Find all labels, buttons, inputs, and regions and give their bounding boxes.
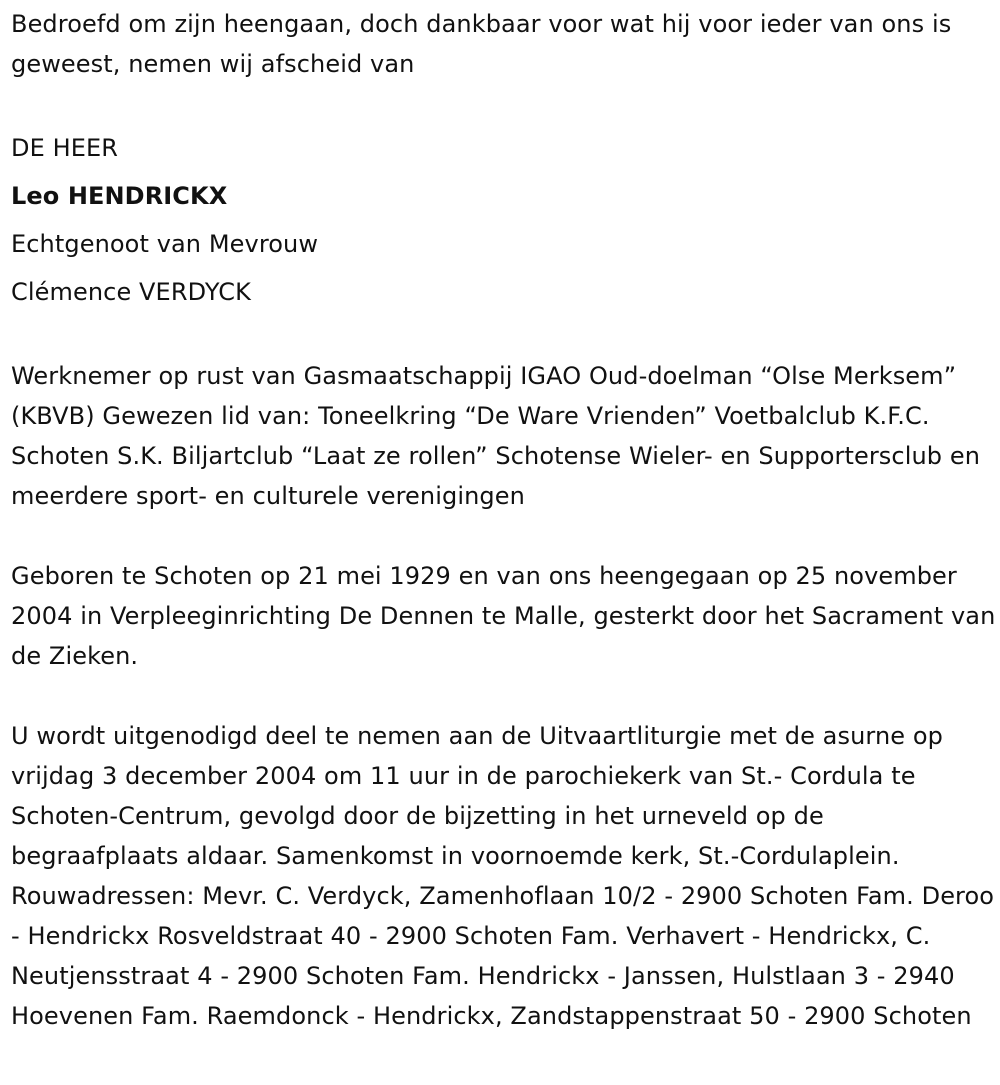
spacer [11, 516, 996, 556]
salutation: DE HEER [11, 134, 119, 162]
intro-paragraph: Bedroefd om zijn heengaan, doch dankbaar voor wat hij voor ieder van ons is geweest, nemen wij afscheid van [11, 10, 952, 78]
career-paragraph: Werknemer op rust van Gasmaatschappij IGAO Oud-doelman “Olse Merksem” (KBVB) Gewezen lid van: Toneelkring “De Ware Vrienden” Voetbalclub K.F.C. Schoten S.K. Biljartclub “Laat ze rollen” Schotense Wieler- en Supportersclub en meerdere sport- en culturele verenigingen [11, 362, 981, 510]
spacer [11, 84, 996, 124]
obituary-notice [11, 4, 996, 1036]
spacer [11, 316, 996, 356]
funeral-paragraph: U wordt uitgenodigd deel te nemen aan de Uitvaartliturgie met de asurne op vrijdag 3 december 2004 om 11 uur in de parochiekerk van St.- Cordula te Schoten-Centrum, gevolgd door de bijzetting in het urneveld op de begraafplaats aldaar. Samenkomst in voornoemde kerk, St.-Cordulaplein. Rouwadressen: Mevr. C. Verdyck, Zamenhoflaan 10/2 - 2900 Schoten Fam. Deroo - Hendrickx Rosveldstraat 40 - 2900 Schoten Fam. Verhavert - Hendrickx, C. Neutjensstraat 4 - 2900 Schoten Fam. Hendrickx - Janssen, Hulstlaan 3 - 2940 Hoevenen Fam. Raemdonck - Hendrickx, Zandstappenstraat 50 - 2900 Schoten [11, 722, 995, 1030]
spacer [11, 676, 996, 716]
spouse-line-1: Echtgenoot van Mevrouw [11, 230, 319, 258]
spouse-line-2: Clémence VERDYCK [11, 278, 252, 306]
deceased-name: Leo HENDRICKX [11, 182, 228, 210]
birth-death-paragraph: Geboren te Schoten op 21 mei 1929 en van ons heengegaan op 25 november 2004 in Verpleeginrichting De Dennen te Malle, gesterkt door het Sacrament van de Zieken. [11, 562, 996, 670]
